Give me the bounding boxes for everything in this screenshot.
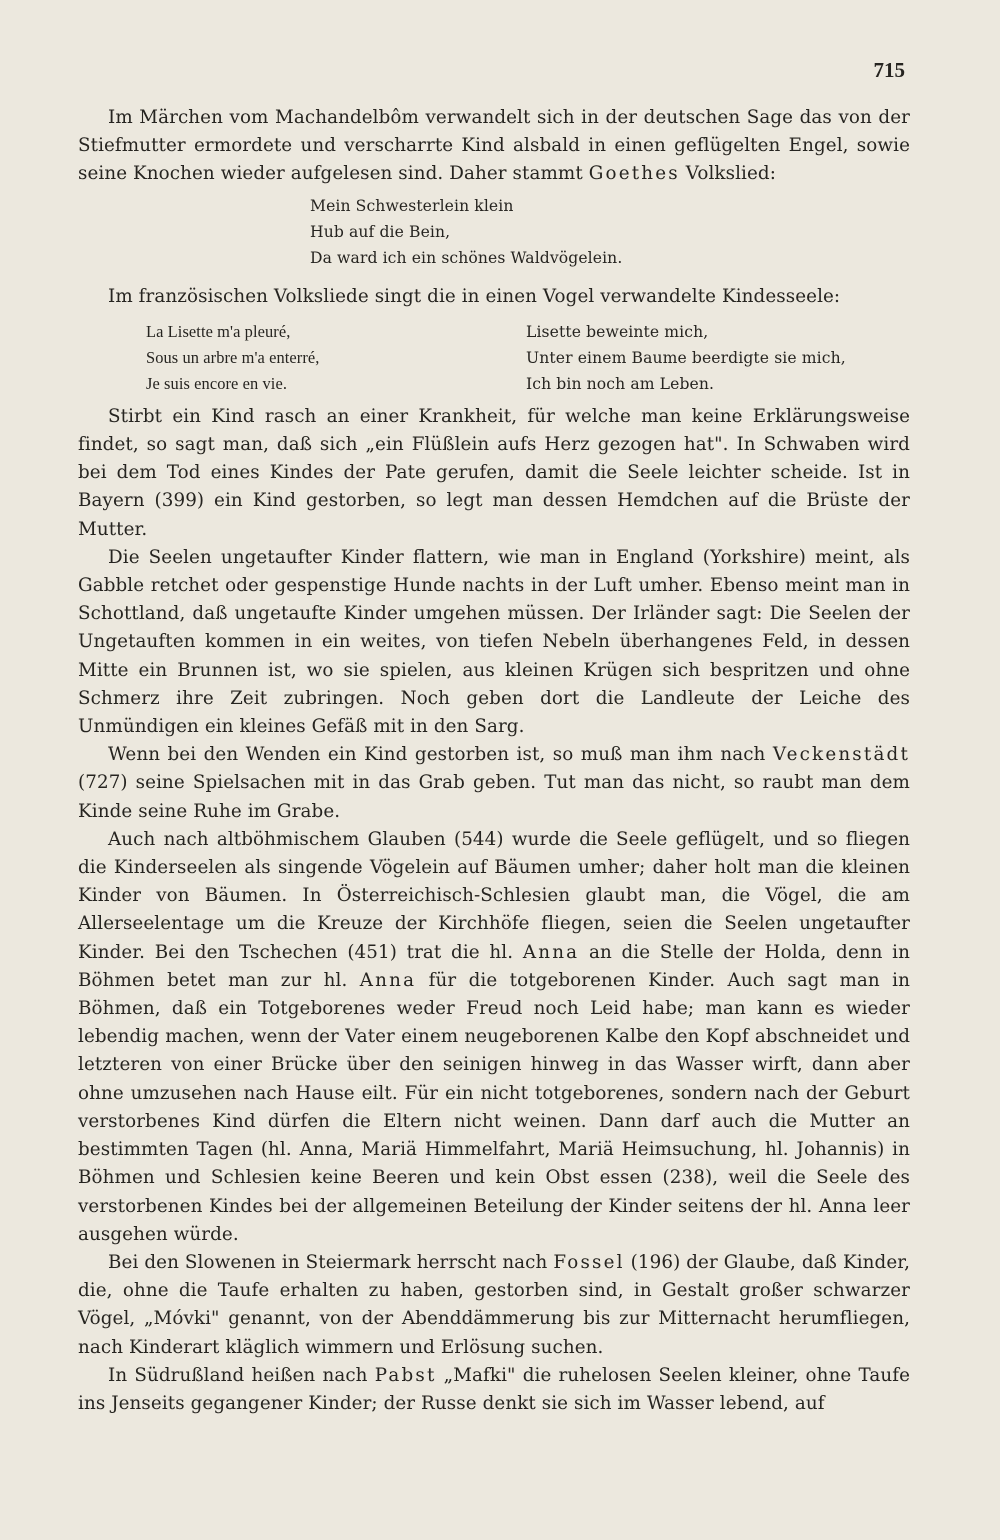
paragraph-8 (78, 1362, 910, 1418)
paragraph-text: In Südrußland heißen nach (108, 1364, 375, 1386)
saint-name: Anna (522, 941, 580, 963)
verse-line: La Lisette m'a pleuré, (146, 321, 291, 341)
paragraph-text: Im Märchen vom Machandelbôm verwandelt sich in der deutschen Sage das von der Stiefmutter ermordete und verscharrte Kind alsbald in einen geflügelten Engel, sowie seine Knochen wieder aufgelesen sind. Daher stammt (78, 107, 910, 185)
paragraph-7 (78, 1249, 910, 1362)
paragraph-text: an die Stelle der Holda, denn in Böhmen betet man zur hl. (78, 941, 910, 991)
verse-translation (526, 319, 846, 397)
body-text (78, 104, 910, 1418)
verse-line: Ich bin noch am Leben. (526, 374, 715, 393)
paragraph-1 (78, 104, 910, 189)
author-name: Pabst (374, 1364, 437, 1386)
verse-bilingual (146, 319, 910, 397)
verse-line: Lisette beweinte mich, (526, 322, 709, 341)
paragraph-5 (78, 741, 910, 826)
verse-line: Je suis encore en vie. (146, 373, 288, 393)
verse-line: Da ward ich ein schönes Waldvögelein. (310, 248, 623, 267)
paragraph-text: für die totgeborenen Kinder. Auch sagt man in Böhmen, daß ein Totgeborenes weder Freud noch Leid habe; man kann es wieder lebendig machen, wenn der Vater einem neugeborenen Kalbe den Kopf abschneidet und letzteren von einer Brücke über den seinigen hinweg in das Wasser wirft, dann aber ohne umzusehen nach Hause eilt. Für ein nicht totgeborenes, sondern nach der Geburt verstorbenes Kind dürfen die Eltern nicht weinen. Dann darf auch die Mutter an bestimmten Tagen (hl. Anna, Mariä Himmelfahrt, Mariä Heimsuchung, hl. Johannis) in Böhmen und Schlesien keine Beeren und kein Obst essen (238), weil die Seele des verstorbenen Kindes bei der allgemeinen Beteilung der Kinder seitens der hl. Anna leer ausgehen würde. (78, 969, 910, 1245)
verse-line: Unter einem Baume beerdigte sie mich, (526, 348, 846, 367)
paragraph-text: „Mafki" die ruhelosen Seelen kleiner, ohne Taufe ins Jenseits gegangener Kinder; der Russe denkt sie sich im Wasser lebend, auf (78, 1364, 910, 1414)
paragraph-text: (727) seine Spielsachen mit in das Grab geben. Tut man das nicht, so raubt man dem Kinde seine Ruhe im Grabe. (78, 772, 910, 822)
paragraph-6 (78, 826, 910, 1249)
verse-french (146, 319, 526, 397)
page-number: 715 (873, 58, 905, 82)
saint-name: Anna (359, 969, 417, 991)
author-name: Veckenstädt (772, 744, 910, 766)
paragraph-text: (196) der Glaube, daß Kinder, die, ohne die Taufe erhalten zu haben, gestorben sind, in Gestalt großer schwarzer Vögel, „Móvki" genannt, von der Abenddämmerung bis zur Mitternacht herumfliegen, nach Kinderart kläglich wimmern und Erlösung suchen. (78, 1251, 910, 1358)
verse-line: Hub auf die Bein, (310, 222, 451, 241)
paragraph-text: Auch nach altböhmischem Glauben (544) wurde die Seele geflügelt, und so fliegen die Kinderseelen als singende Vögelein auf Bäumen umher; daher holt man die kleinen Kinder von Bäumen. In Österreichisch-Schlesien glaubt man, die Vögel, die am Allerseelentage um die Kreuze der Kirchhöfe fliegen, seien die Seelen ungetaufter Kinder. Bei den Tschechen (451) trat die hl. (78, 828, 910, 963)
paragraph-3: Stirbt ein Kind rasch an einer Krankheit, für welche man keine Erklärungsweise findet, so sagt man, daß sich „ein Flüßlein aufs Herz gezogen hat". In Schwaben wird bei dem Tod eines Kindes der Pate gerufen, damit die Seele leichter scheide. Ist in Bayern (399) ein Kind gestorben, so legt man dessen Hemdchen auf die Brüste der Mutter. (78, 405, 910, 540)
verse-line: Sous un arbre m'a enterré, (146, 347, 320, 367)
paragraph-4: Die Seelen ungetaufter Kinder flattern, wie man in England (Yorkshire) meint, als Gabble retchet oder gespenstige Hunde nachts in der Luft umher. Ebenso meint man in Schottland, daß ungetaufte Kinder umgehen müssen. Der Irländer sagt: Die Seelen der Ungetauften kommen in ein weites, von tiefen Nebeln überhangenes Feld, in dessen Mitte ein Brunnen ist, wo sie spielen, aus kleinen Krügen sich bespritzen und ohne Schmerz ihre Zeit zubringen. Noch geben dort die Landleute der Leiche des Unmündigen ein kleines Gefäß mit in den Sarg. (78, 546, 910, 738)
paragraph-text: Bei den Slowenen in Steiermark herrscht nach (108, 1251, 554, 1273)
paragraph-text: Wenn bei den Wenden ein Kind gestorben ist, so muß man ihm nach (108, 744, 773, 766)
author-name: Goethes (588, 163, 680, 185)
author-name: Fossel (553, 1251, 625, 1273)
verse-line: Mein Schwesterlein klein (310, 196, 514, 215)
verse-german (310, 193, 910, 271)
paragraph-text: Volkslied: (679, 163, 776, 185)
paragraph-2: Im französischen Volksliede singt die in einen Vogel verwandelte Kindesseele: (108, 285, 841, 307)
